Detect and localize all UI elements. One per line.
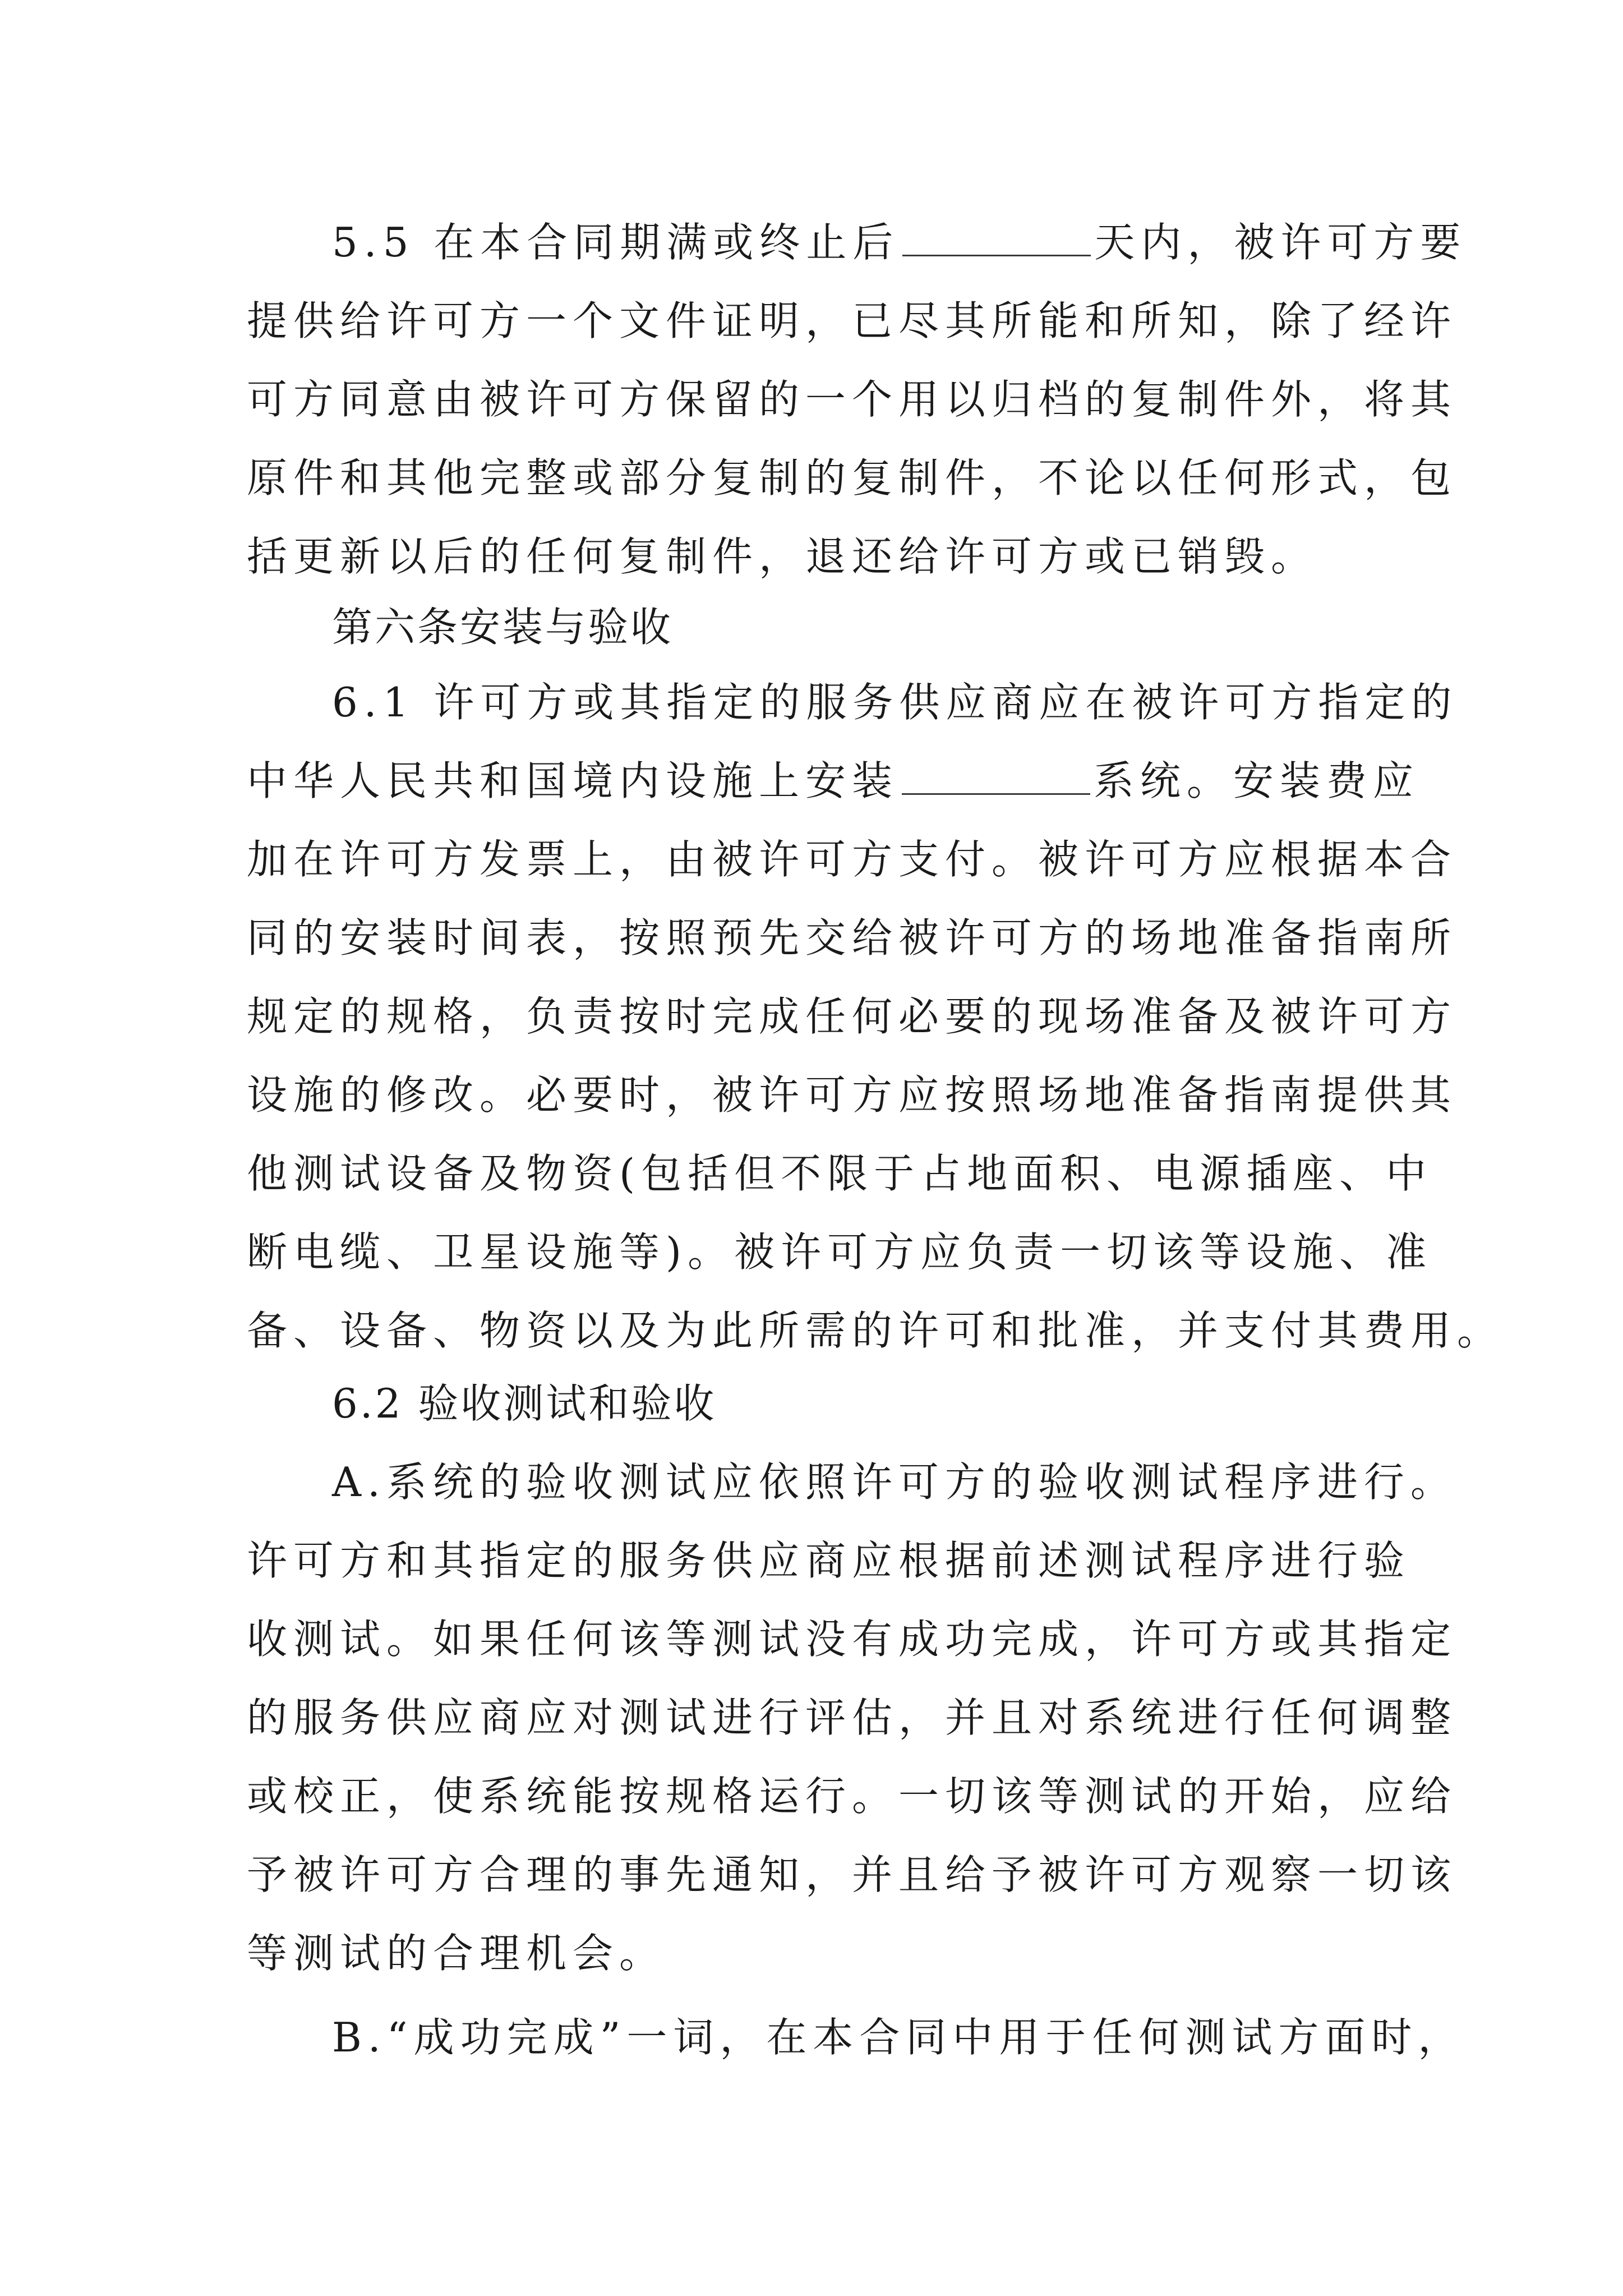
- clause-6-2-a-line-2: 许可方和其指定的服务供应商应根据前述测试程序进行验: [247, 1537, 1411, 1584]
- clause-6-2-b-line-1: B.“成功完成”一词，在本合同中用于任何测试方面时，: [332, 2014, 1465, 2061]
- clause-5-5-line-3: 可方同意由被许可方保留的一个用以归档的复制件外，将其: [247, 376, 1458, 423]
- clause-6-1-line-9: 备、设备、物资以及为此所需的许可和批准，并支付其费用。: [247, 1307, 1504, 1354]
- clause-6-2-a-line-5: 或校正，使系统能按规格运行。一切该等测试的开始，应给: [247, 1773, 1458, 1820]
- clause-5-5-text-start: 5.5 在本合同期满或终止后: [332, 219, 900, 266]
- clause-5-5-line-5: 括更新以后的任何复制件，退还给许可方或已销毁。: [247, 533, 1318, 580]
- clause-6-1-line-5: 规定的规格，负责按时完成任何必要的现场准备及被许可方: [247, 993, 1458, 1040]
- clause-6-2-heading: 6.2 验收测试和验收: [332, 1380, 717, 1427]
- clause-6-1-line-7: 他测试设备及物资(包括但不限于占地面积、电源插座、中: [247, 1150, 1433, 1197]
- clause-6-1-line-3: 加在许可方发票上，由被许可方支付。被许可方应根据本合: [247, 836, 1458, 883]
- article-6-heading: 第六条安装与验收: [332, 604, 674, 651]
- clause-6-1-line-1: 6.1 许可方或其指定的服务供应商应在被许可方指定的: [332, 679, 1458, 726]
- clause-6-2-a-line-7: 等测试的合理机会。: [247, 1930, 666, 1977]
- blank-days-field: [902, 221, 1091, 256]
- clause-6-1-text-start: 中华人民共和国境内设施上安装: [247, 757, 899, 804]
- clause-6-2-a-line-1: A.系统的验收测试应依照许可方的验收测试程序进行。: [332, 1458, 1457, 1506]
- clause-6-2-a-line-4: 的服务供应商应对测试进行评估，并且对系统进行任何调整: [247, 1694, 1458, 1741]
- clause-6-1-line-6: 设施的修改。必要时，被许可方应按照场地准备指南提供其: [247, 1071, 1458, 1119]
- clause-5-5-line-4: 原件和其他完整或部分复制的复制件，不论以任何形式，包: [247, 454, 1458, 501]
- clause-6-2-a-line-3: 收测试。如果任何该等测试没有成功完成，许可方或其指定: [247, 1616, 1458, 1663]
- blank-system-field: [902, 760, 1090, 795]
- clause-6-1-line-4: 同的安装时间表，按照预先交给被许可方的场地准备指南所: [247, 914, 1458, 961]
- clause-6-1-text-end: 系统。安装费应: [1094, 757, 1420, 804]
- clause-6-1-line-8: 断电缆、卫星设施等)。被许可方应负责一切该等设施、准: [247, 1228, 1433, 1276]
- clause-5-5-line-2: 提供给许可方一个文件证明，已尽其所能和所知，除了经许: [247, 297, 1458, 344]
- clause-5-5-line-1: [332, 215, 1467, 269]
- clause-6-2-a-line-6: 予被许可方合理的事先通知，并且给予被许可方观察一切该: [247, 1851, 1458, 1898]
- clause-6-1-line-2: [247, 754, 1419, 808]
- clause-5-5-text-end: 天内，被许可方要: [1094, 219, 1467, 266]
